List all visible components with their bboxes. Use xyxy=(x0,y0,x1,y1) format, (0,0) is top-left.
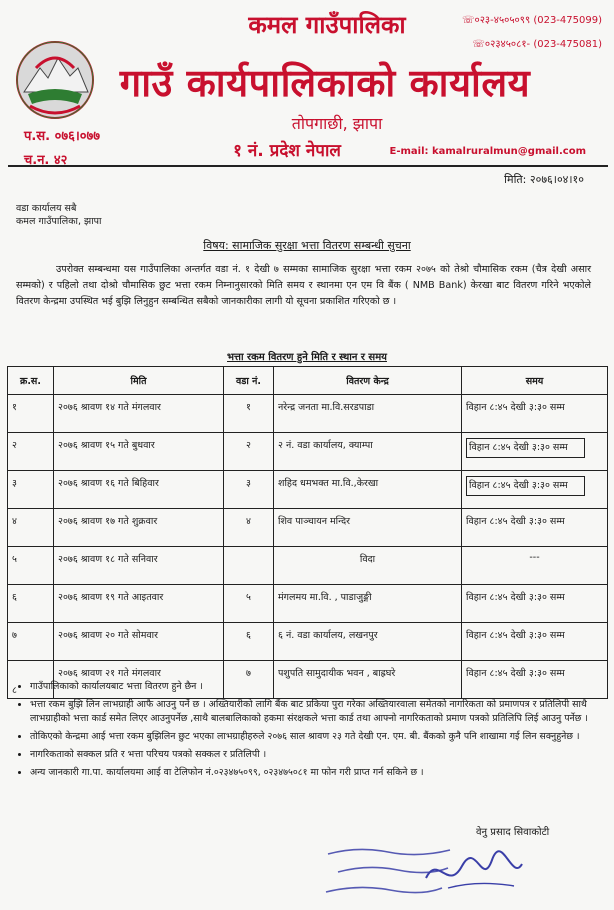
row-date: २०७६ श्रावण १८ गते सनिवार xyxy=(54,547,224,585)
row-time: विहान ८:४५ देखी ३:३० सम्म xyxy=(466,438,585,458)
table-row xyxy=(8,585,608,623)
row-center: २ नं. वडा कार्यालय, क्याम्पा xyxy=(274,433,462,471)
table-row xyxy=(8,433,608,471)
table-row xyxy=(8,395,608,433)
header-divider xyxy=(8,165,608,167)
letter-date: मिति: २०७६।०४।१० xyxy=(504,173,584,186)
row-ward: ७ xyxy=(224,661,274,699)
row-serial: ४ xyxy=(8,509,54,547)
row-center: पशुपति सामुदायीक भवन , बाह्रघरे xyxy=(274,661,462,699)
row-time-cell xyxy=(462,433,608,471)
signer-name: वेनु प्रसाद सिवाकोटी xyxy=(476,827,550,838)
row-ward: ४ xyxy=(224,509,274,547)
header-time: समय xyxy=(462,367,608,395)
note-item: • तोकिएको केन्द्रमा आई भत्ता रकम बुझिलिन छुट भएका लाभग्राहीहरुले २०७६ साल श्रावण २३ गते देखी एन. एम. बी. बैंकको कुनै पनि शाखामा गई लिन सक्नुहुनेछ । xyxy=(30,730,614,744)
table-title: भत्ता रकम वितरण हुने मिति र स्थान र समय xyxy=(227,352,387,363)
row-date: २०७६ श्रावण १६ गते बिहिवार xyxy=(54,471,224,509)
row-date: २०७६ श्रावण २१ गते मंगलवार xyxy=(54,661,224,699)
row-center: शहिद धमभक्त मा.वि.,केरखा xyxy=(274,471,462,509)
dispatch-number: च.न. ४२ xyxy=(24,153,68,168)
row-serial: २ xyxy=(8,433,54,471)
handwritten-signature xyxy=(418,848,528,898)
row-date: २०७६ श्रावण १४ गते मंगलवार xyxy=(54,395,224,433)
row-date: २०७६ श्रावण १७ गते शुक्रवार xyxy=(54,509,224,547)
row-date: २०७६ श्रावण २० गते सोमवार xyxy=(54,623,224,661)
row-serial: ५ xyxy=(8,547,54,585)
row-center: मंगलमय मा.वि. , पाडाजुङ्गी xyxy=(274,585,462,623)
row-ward: २ xyxy=(224,433,274,471)
row-serial: ६ xyxy=(8,585,54,623)
note-item: • अन्य जानकारी गा.पा. कार्यालयमा आई वा टेलिफोन नं.०२३४७५०९९, ०२३४७५०८१ मा फोन गरी प्राप्त गर्न सकिने छ । xyxy=(30,766,614,780)
row-time: विहान ८:४५ देखी ३:३० सम्म xyxy=(462,623,608,661)
office-location: तोपगाछी, झापा xyxy=(291,114,383,133)
row-time: विहान ८:४५ देखी ३:३० सम्म xyxy=(462,509,608,547)
row-center: शिव पाञ्चायन मन्दिर xyxy=(274,509,462,547)
table-header-row xyxy=(8,367,608,395)
office-name: गाउँ कार्यपालिकाको कार्यालय xyxy=(119,61,531,105)
row-ward: १ xyxy=(224,395,274,433)
distribution-schedule-table xyxy=(7,366,608,699)
row-serial: ८ xyxy=(8,661,54,699)
letter-body: उपरोक्त सम्बन्धमा यस गाउँपालिका अन्तर्गत वडा नं. १ देखी ७ सम्मका सामाजिक सुरक्षा भत्ता रकम २०७५ को तेश्रो चौमासिक रकम (चैत्र देखी असार सम्मको) र पहिलो तथा दोश्रो चौमासिक छुट भत्ता रकम निम्नानुसारको मिति समय र स्थानमा एन एम वि बैंक ( NMB Bank) केरखा बाट वितरण गरिने भएकोले वितरण केन्द्रमा उपस्थित भई बुझि लिनुहुन सम्बन्धित सबैको जानकारीका लागी यो सूचना प्रकाशित गरिएको छ । xyxy=(16,264,591,307)
province-name: १ नं. प्रदेश नेपाल xyxy=(233,141,341,161)
row-time: विहान ८:४५ देखी ३:३० सम्म xyxy=(462,661,608,699)
phone-number-2: ☏०२३४५०८१- (023-475081) xyxy=(472,39,602,50)
row-ward: ६ xyxy=(224,623,274,661)
row-ward: ५ xyxy=(224,585,274,623)
row-center: विदा xyxy=(274,547,462,585)
row-time: विहान ८:४५ देखी ३:३० सम्म xyxy=(462,585,608,623)
row-center: ६ नं. वडा कार्यालय, लखनपुर xyxy=(274,623,462,661)
note-item: • नागरिकताको सक्कल प्रति र भत्ता परिचय पत्रको सक्कल र प्रतिलिपी । xyxy=(30,748,614,762)
note-item: • गाउँपालिकाको कार्यालयबाट भत्ता वितरण हुने छैन । xyxy=(30,680,614,694)
row-time: विहान ८:४५ देखी ३:३० सम्म xyxy=(466,476,585,496)
note-item: • भत्ता रकम बुझि लिन लाभग्राही आफै आउनु पर्ने छ । अख्तियारीको लागि बैंक बाट प्रकिया पुरा गरेका अख्तियारवाला समेतको नागरिकता को प्रमाणपत्र र प्रतिलिपी साथै लाभग्राहीको भत्ता कार्ड समेत लिएर आउनुपर्नेछ ,साथै बालबालिकाको हकमा संरक्षकले भत्ता कार्ड तथा आफ्नो नागरिकताको प्रमाण पत्रको प्रतिलिपि लिई आउनु पर्नेछ । xyxy=(30,698,614,726)
header-ward: वडा नं. xyxy=(224,367,274,395)
row-center: नरेन्द्र जनता मा.वि.सरडपाडा xyxy=(274,395,462,433)
row-date: २०७६ श्रावण १५ गते बुधवार xyxy=(54,433,224,471)
letter-subject: विषय: सामाजिक सुरक्षा भत्ता वितरण सम्बन्धी सुचना xyxy=(203,239,411,252)
table-row xyxy=(8,623,608,661)
table-row xyxy=(8,509,608,547)
table-row xyxy=(8,471,608,509)
row-serial: ७ xyxy=(8,623,54,661)
municipality-name: कमल गाउँपालिका xyxy=(248,11,406,39)
row-date: २०७६ श्रावण १९ गते आइतवार xyxy=(54,585,224,623)
email-address: E-mail: kamalruralmun@gmail.com xyxy=(389,146,586,157)
reference-number: प.स. ०७६।०७७ xyxy=(24,129,101,144)
row-time-cell xyxy=(462,471,608,509)
notes-list xyxy=(8,680,614,784)
recipient-line-2: कमल गाउँपालिका, झापा xyxy=(16,216,102,227)
row-serial: १ xyxy=(8,395,54,433)
row-time: --- xyxy=(462,547,608,585)
row-serial: ३ xyxy=(8,471,54,509)
recipient-line-1: वडा कार्यालय सबै xyxy=(16,203,77,214)
table-row xyxy=(8,547,608,585)
phone-number-1: ☏०२३-४५०५०९९ (023-475099) xyxy=(462,15,602,26)
row-ward xyxy=(224,547,274,585)
header-date: मिति xyxy=(54,367,224,395)
header-center: वितरण केन्द्र xyxy=(274,367,462,395)
row-ward: ३ xyxy=(224,471,274,509)
header-serial: क्र.स. xyxy=(8,367,54,395)
row-time: विहान ८:४५ देखी ३:३० सम्म xyxy=(462,395,608,433)
